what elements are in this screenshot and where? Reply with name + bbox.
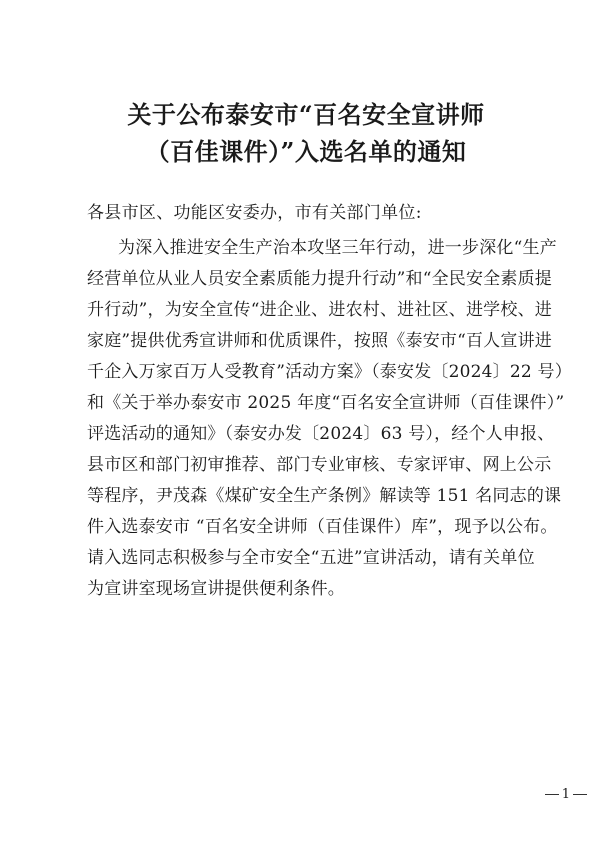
body-line: 请入选同志积极参与全市安全“五进”宣讲活动，请有关单位 — [87, 548, 535, 568]
body-line: 件入选泰安市 “百名安全讲师（百佳课件）库”，现予以公布。 — [87, 517, 558, 537]
body-line: 等程序，尹茂森《煤矿安全生产条例》解读等 151 名同志的课 — [87, 486, 562, 506]
salutation: 各县市区、功能区安委办，市有关部门单位: — [87, 203, 422, 223]
page-number: 1 — [561, 787, 570, 802]
body-line: 为宣讲室现场宣讲提供便利条件。 — [87, 579, 345, 599]
body-line: 和《关于举办泰安市 2025 年度“百名安全宣讲师（百佳课件）” — [87, 393, 565, 413]
document-title-line-2: （百佳课件）”入选名单的通知 — [145, 137, 467, 166]
dash-right — [573, 794, 587, 795]
body-line: 经营单位从业人员安全素质能力提升行动”和“全民安全素质提 — [87, 269, 552, 289]
body-line: 家庭”提供优秀宣讲师和优质课件，按照《泰安市“百人宣讲进 — [87, 331, 552, 351]
body-line: 评选活动的通知》（泰安办发〔2024〕63 号），经个人申报、 — [87, 424, 555, 444]
dash-left — [545, 794, 559, 795]
body-line: 为深入推进安全生产治本攻坚三年行动，进一步深化“生产 — [118, 238, 557, 258]
body-line: 升行动”，为安全宣传“进企业、进农村、进社区、进学校、进 — [87, 300, 552, 320]
body-line: 千企入万家百万人受教育”活动方案》（泰安发〔2024〕22 号） — [87, 362, 572, 382]
document-title-line-1: 关于公布泰安市“百名安全宣讲师 — [127, 100, 485, 129]
body-line: 县市区和部门初审推荐、部门专业审核、专家评审、网上公示 — [87, 455, 552, 475]
page-number-footer — [0, 787, 590, 802]
